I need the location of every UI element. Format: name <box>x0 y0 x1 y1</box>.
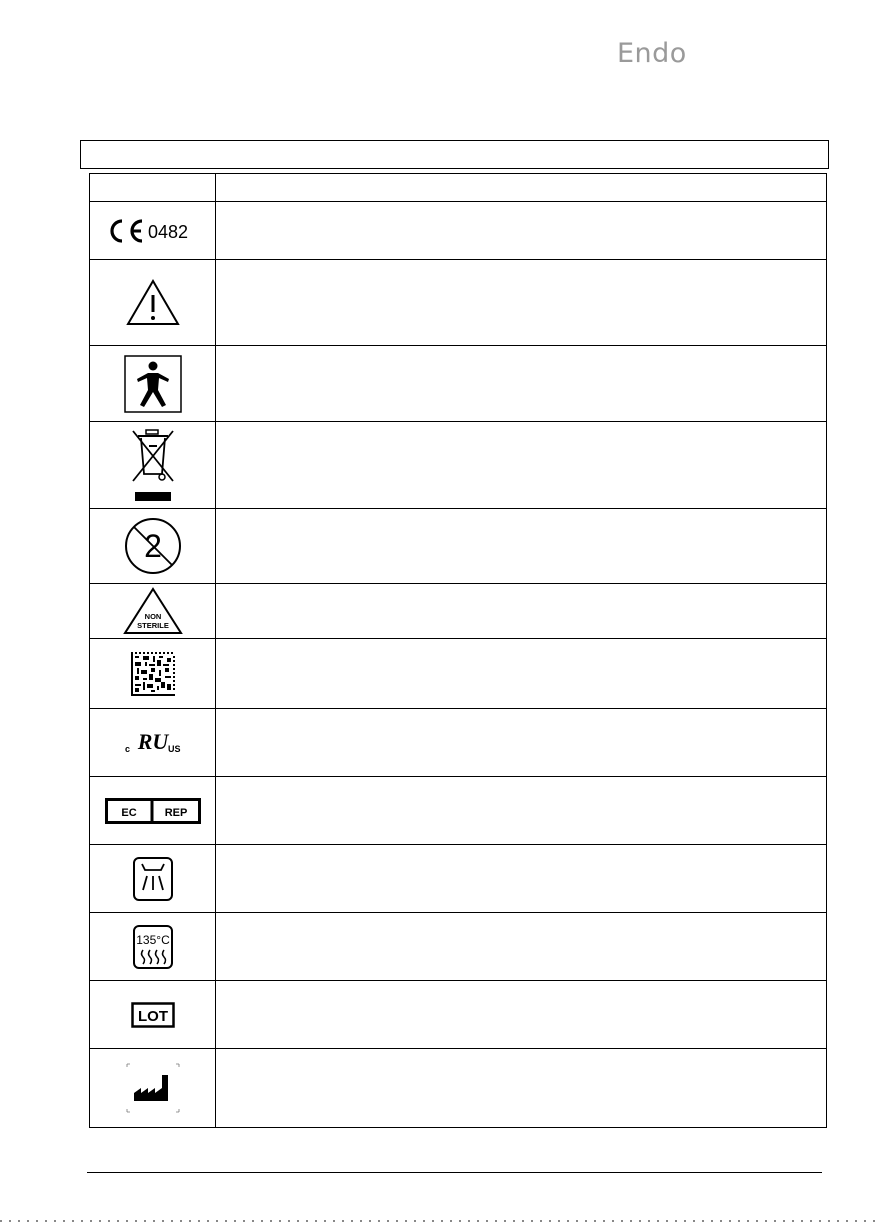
table-row <box>90 777 827 845</box>
svg-text:NON: NON <box>144 612 161 621</box>
description-cell <box>216 845 827 913</box>
table-row <box>90 709 827 777</box>
description-cell <box>216 981 827 1049</box>
type-bf-applied-part-icon <box>124 355 182 413</box>
symbol-column-header <box>90 174 216 202</box>
do-not-reuse-icon <box>122 515 184 577</box>
svg-text:STERILE: STERILE <box>136 621 169 630</box>
svg-text:REP: REP <box>164 806 187 819</box>
section-title-bar <box>80 140 829 169</box>
non-sterile-icon <box>123 587 183 635</box>
description-cell <box>216 260 827 346</box>
svg-text:135°C: 135°C <box>135 932 170 947</box>
description-cell <box>216 1049 827 1128</box>
svg-text:EC: EC <box>120 806 137 819</box>
table-row <box>90 509 827 584</box>
svg-text:LOT: LOT <box>137 1007 168 1025</box>
table-header-row <box>90 174 827 202</box>
description-cell <box>216 346 827 422</box>
table-row <box>90 913 827 981</box>
ce-mark-icon <box>103 216 203 246</box>
svg-text:c: c <box>124 743 130 754</box>
description-cell <box>216 639 827 709</box>
table-row <box>90 202 827 260</box>
svg-text:US: US <box>167 743 181 754</box>
datamatrix-code-icon <box>131 652 175 696</box>
table-row <box>90 422 827 509</box>
symbols-table <box>89 173 827 1128</box>
description-cell <box>216 709 827 777</box>
page-bottom-dotted-edge <box>0 1220 877 1222</box>
description-cell <box>216 422 827 509</box>
table-row <box>90 260 827 346</box>
brand-logo: Endo <box>617 38 687 69</box>
ul-listed-icon <box>123 730 183 756</box>
ec-rep-icon <box>105 798 201 824</box>
lot-icon <box>131 1002 175 1028</box>
description-column-header <box>216 174 827 202</box>
svg-text:0482: 0482 <box>147 221 188 242</box>
description-cell <box>216 509 827 584</box>
table-row <box>90 584 827 639</box>
table-row <box>90 639 827 709</box>
table-row <box>90 346 827 422</box>
svg-text:2: 2 <box>143 528 162 564</box>
manufacturer-icon <box>126 1063 180 1113</box>
description-cell <box>216 913 827 981</box>
description-cell <box>216 202 827 260</box>
table-row <box>90 845 827 913</box>
description-cell <box>216 584 827 639</box>
footer-divider <box>87 1172 822 1173</box>
thermo-disinfection-icon <box>132 856 174 902</box>
warning-triangle-icon <box>125 278 181 328</box>
table-row <box>90 981 827 1049</box>
table-row <box>90 1049 827 1128</box>
description-cell <box>216 777 827 845</box>
svg-text:RU: RU <box>137 729 168 754</box>
weee-crossed-bin-icon <box>125 426 181 504</box>
autoclave-icon <box>132 924 174 970</box>
